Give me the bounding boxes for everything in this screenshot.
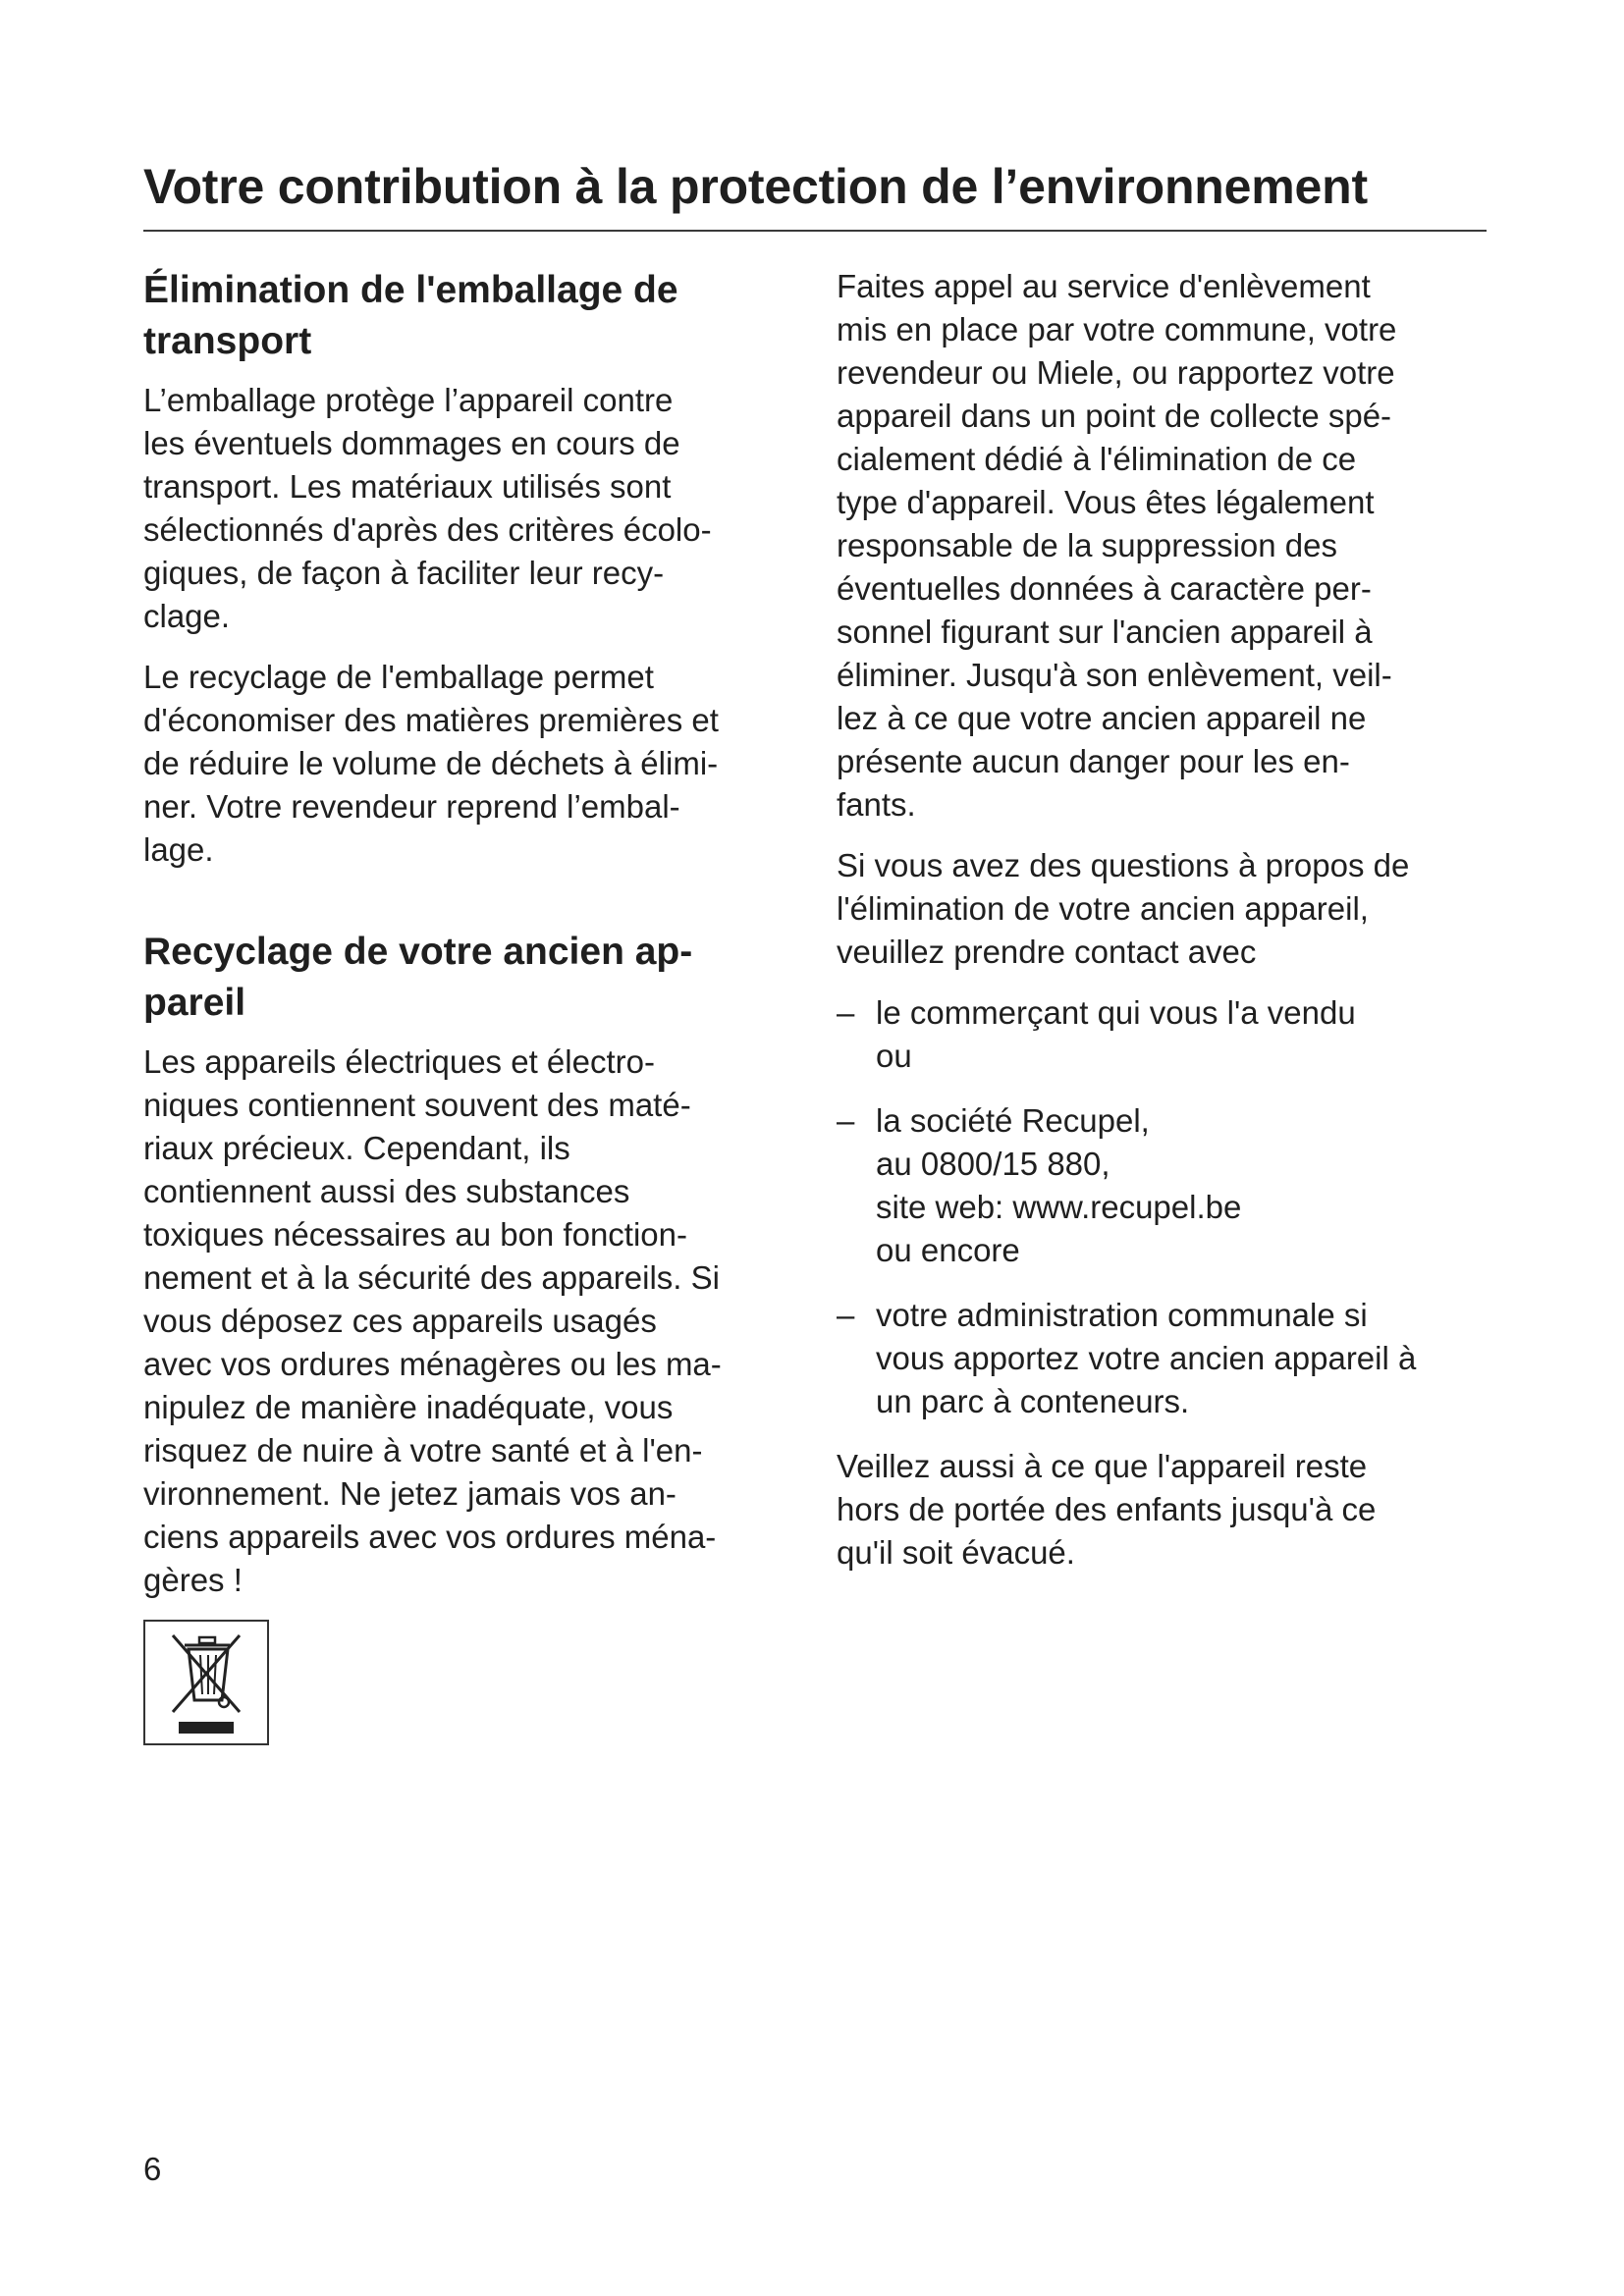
page-number: 6 bbox=[143, 2151, 162, 2187]
section-heading-packaging: Élimination de l'emballage de transport bbox=[143, 269, 678, 362]
recycling-paragraph-1: Les appareils électriques et électro- niques contiennent souvent des maté- riaux précieux. Cependant, ils contiennent aussi des substances toxiques nécessaires au bon fonction- nement et à la sécurité des appareils. Si vous déposez ces appareils usagés avec vos ordures ménagères ou les ma- nipulez de manière inadéquate, vous risquez de nuire à votre santé et à l'en- vironnement. Ne jetez jamais vos an- ciens appareils avec vos ordures ména- gères ! bbox=[143, 1043, 722, 1598]
list-item: – la société Recupel, au 0800/15 880, site web: www.recupel.be ou encore bbox=[837, 1102, 1242, 1268]
title-divider bbox=[143, 230, 1487, 232]
list-item: – votre administration communale si vous apportez votre ancien appareil à un parc à conteneurs. bbox=[837, 1297, 1417, 1419]
left-column bbox=[143, 265, 811, 1620]
closing-paragraph: Veillez aussi à ce que l'appareil reste hors de portée des enfants jusqu'à ce qu'il soit évacué. bbox=[837, 1448, 1377, 1571]
list-item: – le commerçant qui vous l'a vendu ou bbox=[837, 994, 1356, 1074]
collection-paragraph: Faites appel au service d'enlèvement mis en place par votre commune, votre revendeur ou Miele, ou rapportez votre appareil dans un point de collecte spé- cialement dédié à l'élimination de ce type d'appareil. Vous êtes légalement responsable de la suppression des éventuelles données à caractère per- sonnel figurant sur l'ancien appareil à éliminer. Jusqu'à son enlèvement, veil- lez à ce que votre ancien appareil ne présente aucun danger pour les en- fants. bbox=[837, 268, 1397, 823]
page-title: Votre contribution à la protection de l’environnement bbox=[143, 159, 1368, 214]
crossed-out-wheelie-bin-icon bbox=[145, 1622, 267, 1743]
right-column bbox=[837, 265, 1504, 1592]
section-spacer bbox=[143, 889, 811, 927]
contact-list bbox=[837, 991, 1504, 1423]
section-heading-recycling: Recyclage de votre ancien ap- pareil bbox=[143, 931, 693, 1024]
questions-paragraph: Si vous avez des questions à propos de l'élimination de votre ancien appareil, veuillez prendre contact avec bbox=[837, 847, 1410, 970]
packaging-paragraph-1: L’emballage protège l’appareil contre les éventuels dommages en cours de transport. Les matériaux utilisés sont sélectionnés d'après des critères écolo- giques, de façon à faciliter leur recy- clage. bbox=[143, 382, 712, 634]
packaging-paragraph-2: Le recyclage de l'emballage permet d'économiser des matières premières et de réduire le volume de déchets à élimi- ner. Votre revendeur reprend l’embal- lage. bbox=[143, 659, 719, 868]
weee-symbol-box bbox=[143, 1620, 269, 1745]
